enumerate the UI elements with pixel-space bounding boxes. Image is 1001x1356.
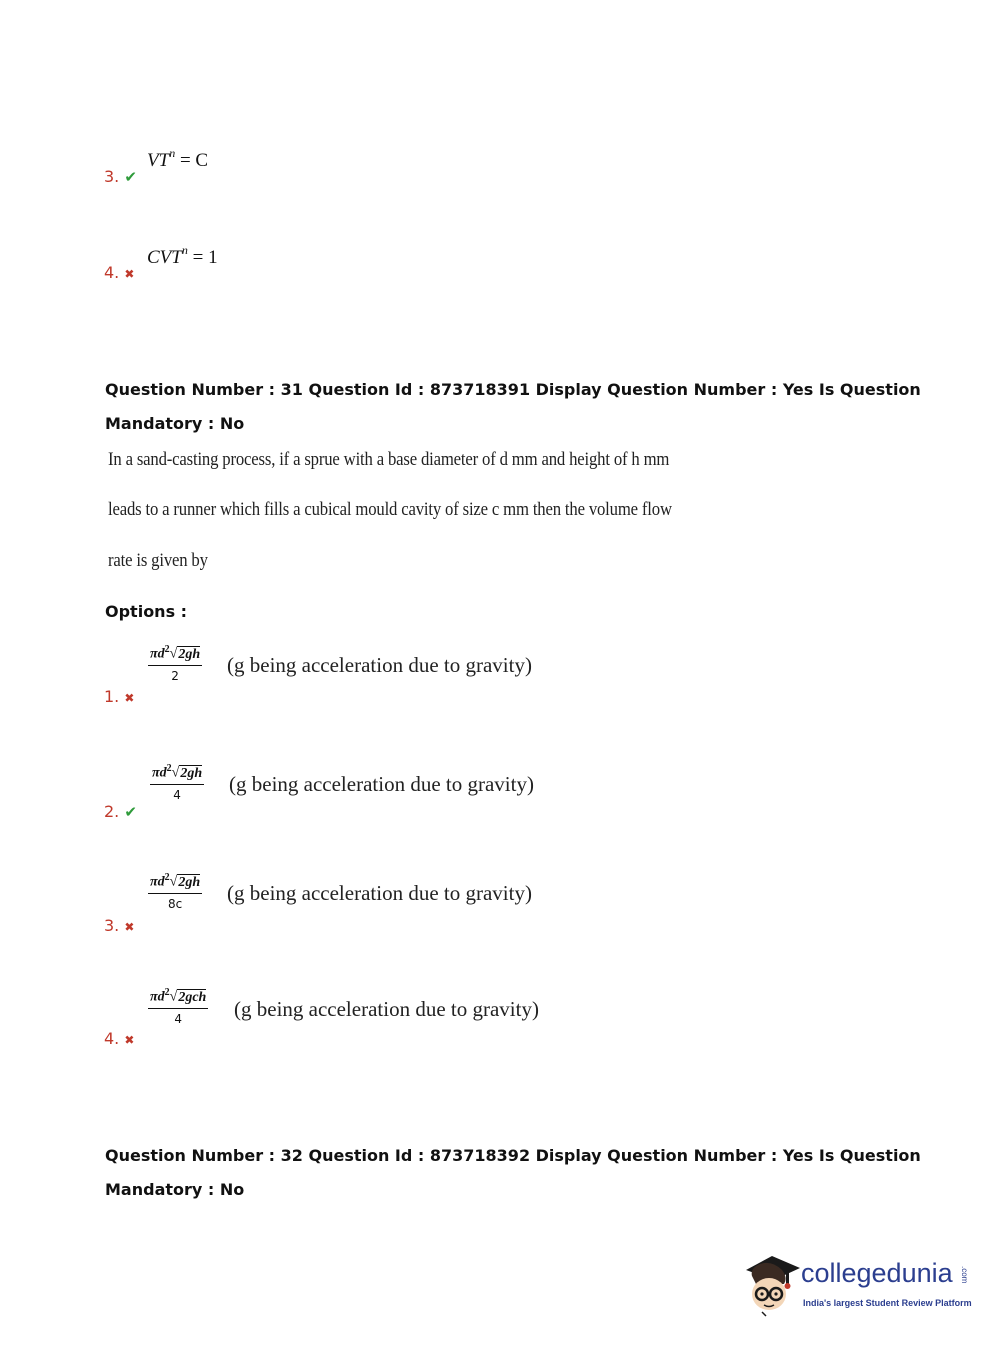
- check-icon: ✔: [124, 803, 137, 821]
- option-2-note: (g being acceleration due to gravity): [229, 772, 534, 796]
- question-31-text-line1: In a sand-casting process, if a sprue with a base diameter of d mm and height of h mm: [108, 449, 670, 470]
- question-31-header-line1: Question Number : 31 Question Id : 873718391 Display Question Number : Yes Is Question: [105, 380, 921, 399]
- option-1-fraction: $\pi d^2√2gh$ 2: [150, 644, 201, 683]
- question-32-header-line1: Question Number : 32 Question Id : 873718392 Display Question Number : Yes Is Question: [105, 1146, 921, 1165]
- option-3-note: (g being acceleration due to gravity): [227, 881, 532, 905]
- option-1-label: 1. ✖: [104, 687, 135, 706]
- cross-icon: ✖: [124, 691, 135, 705]
- cross-icon: ✖: [124, 267, 135, 281]
- option-4-fraction: $\pi d^2√2gch$ 4: [150, 987, 207, 1026]
- options-label: Options :: [105, 602, 188, 621]
- question-32-header-line2: Mandatory : No: [105, 1180, 245, 1199]
- option-1-note: (g being acceleration due to gravity): [227, 653, 532, 677]
- option-number: 3.: [104, 167, 120, 186]
- option-4-label: 4. ✖: [104, 1029, 135, 1048]
- question-31-text-line2: leads to a runner which fills a cubical mould cavity of size c mm then the volume flow: [108, 499, 672, 520]
- brand-tagline: India's largest Student Review Platform: [803, 1298, 972, 1308]
- prev-option-4-formula: $CVT^n = 1$: [147, 243, 218, 268]
- check-icon: ✔: [124, 168, 137, 186]
- mascot-icon: [742, 1250, 802, 1318]
- prev-option-3-formula: $VT^n = C$: [147, 146, 209, 171]
- collegedunia-logo: [742, 1250, 972, 1320]
- question-31-header-line2: Mandatory : No: [105, 414, 245, 433]
- option-4-note: (g being acceleration due to gravity): [234, 997, 539, 1021]
- cross-icon: ✖: [124, 1033, 135, 1047]
- option-number: 4.: [104, 263, 120, 282]
- prev-option-3-label: [104, 167, 137, 186]
- brand-name: collegedunia: [801, 1258, 953, 1288]
- option-3-fraction: $\pi d^2√2gh$ 8c: [150, 872, 201, 911]
- option-2-fraction: $\pi d^2√2gh$ 4: [152, 763, 203, 802]
- option-2-label: 2. ✔: [104, 802, 137, 821]
- brand-com: .com: [960, 1266, 969, 1284]
- option-3-label: 3. ✖: [104, 916, 135, 935]
- question-31-text-line3: rate is given by: [108, 550, 208, 571]
- prev-option-4-label: [104, 263, 134, 282]
- cross-icon: ✖: [124, 920, 135, 934]
